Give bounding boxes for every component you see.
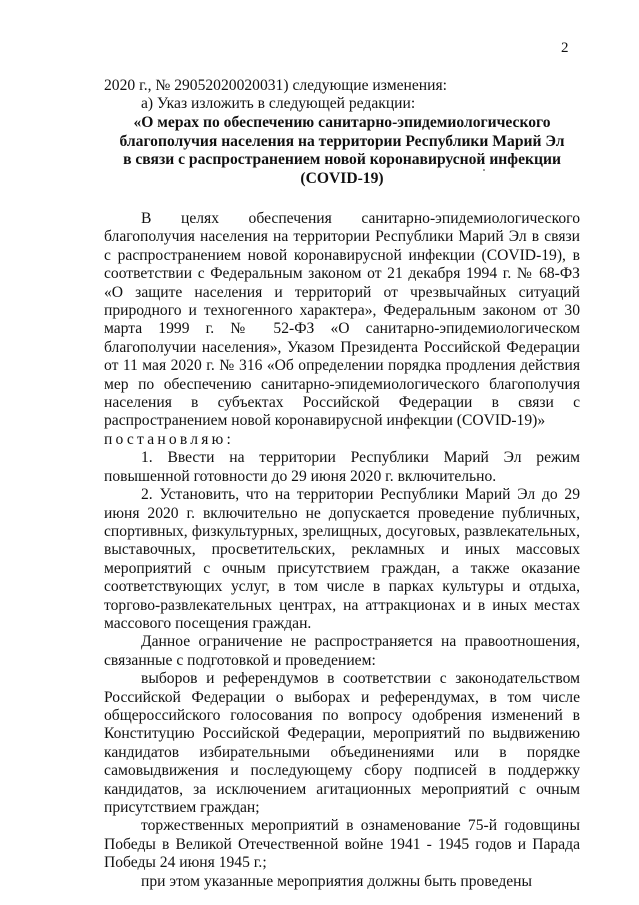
- limitation-paragraph: Данное ограничение не распространяется на правоотношения, связанные с подготовкой и проведением:: [104, 633, 580, 669]
- last-line-paragraph: при этом указанные мероприятия должны быть проведены: [141, 872, 532, 890]
- page-number: 2: [561, 40, 569, 56]
- preamble-paragraph: [104, 210, 580, 431]
- decree-word: постановляю:: [104, 430, 235, 448]
- decree-title: [104, 114, 580, 188]
- scan-speck: [483, 169, 485, 171]
- decree-body: [104, 210, 580, 891]
- intro-block: [104, 77, 580, 114]
- elections-paragraph: выборов и референдумов в соответствии с законодательством Российской Федерации о выборах и референдумах, в том числе общероссийского голосования по вопросу одобрения изменений в Конституцию Российской Федерации, мероприятий по выдвижению кандидатов избирательными объединениями или в порядке самовыдвижения и последующему сбору подписей в поддержку кандидатов, за исключением агитационных мероприятий с очным присутствием граждан;: [104, 670, 580, 816]
- title-line-1: «О мерах по обеспечению санитарно-эпидемиологического: [133, 114, 551, 131]
- intro-line-2: а) Указ изложить в следующей редакции:: [141, 95, 416, 113]
- title-line-3: в связи с распространением новой коронавирусной инфекции: [123, 151, 561, 169]
- decree-word-paragraph: [104, 431, 580, 449]
- item-2-paragraph: 2. Установить, что на территории Республики Марий Эл до 29 июня 2020 г. включительно не допускается проведение публичных, спортивных, физкультурных, зрелищных, досуговых, развлекательных, выставочных, просветительских, рекламных и иных массовых мероприятий с очным присутствием граждан, а также оказание соответствующих услуг, в том числе в парках культуры и отдыха, торгово-развлекательных центрах, на аттракционах и в иных местах массового посещения граждан.: [104, 486, 580, 632]
- title-line-4: (COVID-19): [300, 169, 384, 187]
- preamble-text: В целях обеспечения санитарно-эпидемиологического благополучия населения на территории Республики Марий Эл в связи с распространением новой коронавирусной инфекции (COVID-19), в соответствии с Федеральным законом от 21 декабря 1994 г. № 68-ФЗ «О защите населения и территорий от чрезвычайных ситуаций природного и техногенного характера», Федеральным законом от 30 марта 1999 г. № 52-ФЗ «О санитарно-эпидемиологическом благополучии населения», Указом Президента Российской Федерации от 11 мая 2020 г. № 316 «Об определении порядка продления действия мер по обеспечению санитарно-эпидемиологического благополучия населения в субъектах Российской Федерации в связи с распространением новой коронавирусной инфекции (COVID-19)»: [104, 210, 580, 430]
- intro-line-1: 2020 г., № 29052020020031) следующие изменения:: [104, 77, 447, 94]
- title-line-2: благополучия населения на территории Республики Марий Эл: [119, 132, 565, 150]
- item-1-paragraph: 1. Ввести на территории Республики Марий Эл режим повышенной готовности до 29 июня 2020 г. включительно.: [104, 449, 580, 485]
- victory-paragraph: торжественных мероприятий в ознаменование 75-й годовщины Победы в Великой Отечественной войне 1941 - 1945 годов и Парада Победы 24 июня 1945 г.;: [104, 817, 580, 872]
